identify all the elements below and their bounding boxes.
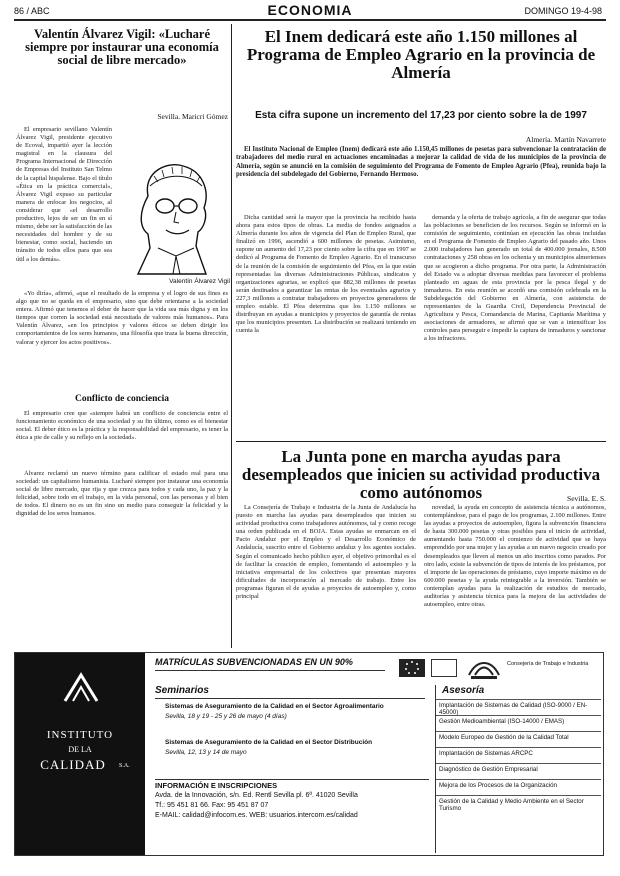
info-address: Avda. de la Innovación, s/n. Ed. Rentl Sevilla pl. 6ª. 41020 Sevilla [155, 792, 358, 799]
ad-banner: MATRÍCULAS SUBVENCIONADAS EN UN 90% [155, 657, 385, 671]
service-item: Modelo Europeo de Gestión de la Calidad Total [436, 731, 601, 747]
service-item: Implantación de Sistemas ARCPC [436, 747, 601, 763]
main-subtitle: Esta cifra supone un incremento del 17,23 por ciento sobre la de 1997 [255, 110, 587, 121]
page-date: DOMINGO 19-4-98 [524, 6, 602, 16]
side-paragraph-2: «Yo diría», afirmó, «que el resultado de la empresa y el logro de sus fines es algo que no se queda en el empresario, sino que debe orientarse a la sociedad entera. Afirmó que tenemos el deber de hacer que la vida sea más digna y en los tiempos que corren la sociedad está necesitada de valores más humanos». Para Valentín Álvarez, «en los principios y valores éticos se deben dirigir los comportamientos de los seres humanos, una filosofía que traza la buena dirección, valorar y ejercer los actos positivos». [16, 290, 228, 346]
portrait-caption: Valentín Álvarez Vigil [169, 278, 230, 285]
main-byline: Almería. Martín Navarrete [525, 135, 606, 144]
side-paragraph-4: Álvarez reclamó un nuevo término para calificar el estado real para una sociedad: un capitalismo humanista. Lucharé siempre por instaurar una economía social de libre mercado, que rija y que crezca para todos y cada uno, la paz y la felicidad, sobre todo en el trabajo, en la vida personal, con las personas y el bien de todos. El dinero no es un fin sino un medio para conseguir la felicidad y la dignidad de los seres humanos. [16, 470, 228, 518]
consejeria-label: Consejería de Trabajo e Industria [507, 661, 589, 667]
logo-line-1: INSTITUTO [46, 729, 114, 741]
story-divider [236, 441, 606, 442]
junta-andalucia-logo-icon [467, 655, 501, 681]
logo-line-2: DE LA [68, 745, 92, 754]
seminar-2-title: Sistemas de Aseguramiento de la Calidad en el Sector Distribución [165, 739, 373, 746]
institute-logo-icon [61, 671, 101, 707]
side-subhead: Conflicto de conciencia [75, 394, 169, 404]
second-column-2: novedad, la ayuda en concepto de asistencia técnica a autónomos, contemplándose, para el pago de los programas, 2.100 millones. Entre las ayudas a proyectos de autoempleo, figura la subvención financiera de hasta 300.000 pesetas y otras posibles para el inicio de actividad, aumentando hasta 750.000 el comienzo de actividad que se haya emprendido por una mujer y las ayudas a un nuevo negocio creado por desempleados que lleven al menos un año inscritos como parados. Por otro lado, existe la subvención de tipos de interés de los préstamos, por el importe de las operaciones de préstamo, cuyo importe máximo es de 600.000 pesetas y la ayuda reintegrable a la inversión. También se contemplan ayudas para la realización de estudios de mercado, auditorías y asistencia técnica para la mejora de las actividades de autoempleo, entre otras. [424, 504, 606, 609]
main-column-2: demanda y la oferta de trabajo agrícola, a fin de asegurar que todas las poblaciones se beneficien de los recursos. Según se informó en la comisión de seguimiento, continúan en ejecución las obras incluidas en el Programa de Fomento de Empleo Agrario del pasado año. Unos 2.000 trabajadores han generado un total de 400.000 jornales, 8.500 contrataciones y 258 obras en los ochenta y un municipios almerienses que se acogieron a dicho programa. Por otra parte, la Administración del Estado va a adoptar diversas medidas para favorecer el problema planteado en aguas de esta provincia por la pesca ilegal y de inmaduros. En esta reunión se acordó una comisión celebrada en la Subdelegación del Gobierno en Almería, con asistencia de representantes de la Guardia Civil, Dependencia Provincial de Agricultura y Pesca, Comandancia de Marina, Capitanía Marítima y asociaciones de armadores, se afirmó que se van a intensificar los controles para perseguir e impedir la captura de inmaduros y sancionar a los infractores. [424, 214, 606, 343]
second-headline: La Junta pone en marcha ayudas para desempleados que inicien su actividad productiva como autónomos [241, 447, 601, 502]
seminar-2-date: Sevilla, 12, 13 y 14 de mayo [165, 749, 247, 756]
advertisement [14, 652, 604, 856]
page-number: 86 / ABC [14, 6, 50, 16]
side-headline: Valentín Álvarez Vigil: «Lucharé siempre por instaurar una economía social de libre mercado» [25, 27, 219, 68]
seminarios-rule [155, 698, 425, 699]
asesoria-title: Asesoría [442, 685, 485, 696]
info-rule [155, 779, 429, 780]
service-item: Mejora de los Procesos de la Organización [436, 779, 601, 795]
info-title: INFORMACIÓN E INSCRIPCIONES [155, 781, 278, 790]
seminar-1-title: Sistemas de Aseguramiento de la Calidad en el Sector Agroalimentario [165, 703, 384, 710]
service-item: Gestión de la Calidad y Medio Ambiente en el Sector Turismo [436, 795, 601, 811]
logo-suffix: S.A. [119, 763, 130, 769]
section-title: ECONOMIA [267, 2, 353, 18]
seminar-1-date: Sevilla, 18 y 19 - 25 y 26 de mayo (4 días) [165, 713, 287, 720]
fondo-social-logo-icon [431, 659, 457, 677]
second-byline: Sevilla. E. S. [567, 494, 606, 503]
main-headline: El Inem dedicará este año 1.150 millones al Programa de Empleo Agrario en la provincia de Almería [246, 27, 596, 82]
header-rule [14, 19, 606, 21]
service-item: Diagnóstico de Gestión Empresarial [436, 763, 601, 779]
ad-logo-panel [15, 653, 145, 855]
logo-line-3: CALIDAD [40, 757, 106, 772]
column-divider [231, 24, 232, 648]
side-byline: Sevilla. Maricri Gómez [157, 112, 228, 121]
side-paragraph-3: El empresario cree que «siempre habrá un conflicto de conciencia entre el funcionamiento económico de una sociedad y su fin último, como es el bienestar social. El deber ético es la práctica y la responsabilidad del empresario, es tener la ética a pie de calle y su reflejo en la sociedad». [16, 410, 228, 442]
info-phone: Tf.: 95 451 81 66. Fax: 95 451 87 07 [155, 802, 269, 809]
portrait-illustration [118, 156, 228, 276]
side-paragraph-1: El empresario sevillano Valentín Álvarez Vigil, presidente ejecutivo de Ecoval, impartió ayer la lección magistral en la clausura del Programa Internacional de Dirección de Empresas del Instituto San Telmo de la capital hispalense. Bajo el título «Ética en la práctica comercial», Álvarez Vigil expuso su particular manera de enfocar los negocios, al considerar que «el desarrollo productivo, lejos de ser un fin en sí mismo, debe ser la satisfacción de las necesidades del hombre y de su bienestar, como social, haciendo un tránsito de todos ellos para que sea útil a los demás». [16, 126, 112, 263]
main-column-1: Dicha cantidad será la mayor que la provincia ha recibido hasta ahora para estos tipos de obras. La media de fondos asignados a Almería durante los años de vigencia del Plan de Empleo Rural, que finalizó en 1996, ascendió a 600 millones de pesetas. Asimismo, supone un aumento del 17,23 por ciento sobre la cifra que en 1997 se dedicó al Programa de Fomento de Empleo Agrario. En el transcurso de la reunión de la comisión de seguimiento del Pfea, en la que están representadas las diversas Administraciones Públicas, sindicatos y organizaciones agrarias, se explicó que 882,38 millones de pesetas serán destinados a garantizar las rentas de los eventuales agrarios y 227,3 millones a contratar trabajadores en proyectos generadores de empleo estable. El Pfea determina que los 1.150 millones se distribuyan en ayudas a municipios y proyectos de garantía de rentas que los municipios presenten. La distribución se realizará teniendo en cuenta la [236, 214, 416, 335]
seminarios-title: Seminarios [155, 685, 209, 696]
asesoria-panel [435, 685, 601, 853]
info-email: E-MAIL: calidad@infocom.es. WEB: usuarios.intercom.es/calidad [155, 812, 358, 819]
service-item: Gestión Medioambiental (ISO-14000 / EMAS) [436, 715, 601, 731]
main-lead: El Instituto Nacional de Empleo (Inem) dedicará este año 1.150,45 millones de pesetas para subvencionar la contratación de trabajadores del medio rural en actuaciones encaminadas a mejorar la calidad de vida de los municipios de la provincia de Almería, según se anunció en la comisión de seguimiento del Programa de Fomento de Empleo Agrario (Pfea), reunida bajo la presidencia del subdelegado del Gobierno, Fernando Hermoso. [236, 146, 606, 179]
service-item: Implantación de Sistemas de Calidad (ISO-9000 / EN-45000) [436, 699, 601, 715]
eu-flag-icon [399, 659, 425, 677]
second-column-1: La Consejería de Trabajo e Industria de la Junta de Andalucía ha puesto en marcha las ayudas para desempleados que inicien su actividad productiva como trabajadores autónomos, tal y como recoge una orden publicada en el BOJA. Estas ayudas se enmarcan en el Pacto Andaluz por el Empleo y el Desarrollo Económico de Andalucía, suscrito entre el Gobierno andaluz y los agentes sociales. Según el comunicado hecho público ayer, el objetivo primordial es el de facilitar la creación de empleo, fomentando el autoempleo y la iniciativa empresarial de los colectivos que presentan mayores dificultades de incorporación al mercado de trabajo. Entre los programas figuran el de ayudas a proyectos de autoempleo y, como principal [236, 504, 416, 601]
services-list [436, 699, 601, 811]
